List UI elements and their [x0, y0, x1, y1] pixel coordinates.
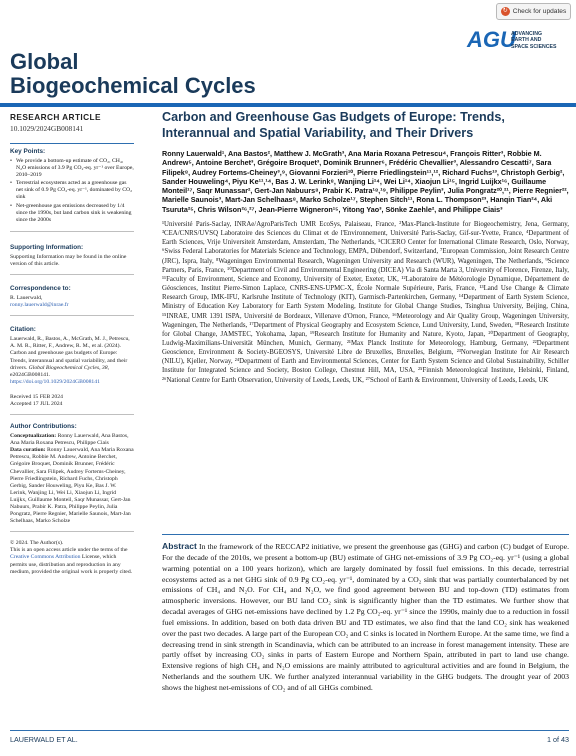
page-number: 1 of 43	[547, 735, 569, 744]
correspondence-heading: Correspondence to:	[10, 285, 71, 293]
author-list: Ronny Lauerwald¹, Ana Bastos², Matthew J. McGrath³, Ana Maria Roxana Petrescu⁴, François Ritter³, Robbie M. Andrew⁵, Antoine Berchet³, Grégoire Broquet³, Dominik Brunner⁶, Frédéric Chevallier³, Alessandro Cescatti⁷, Sara Filipek⁸, Audrey Fortems-Cheiney³,⁹, Giovanni Forzieri¹⁰, Pierre Friedlingstein¹¹,¹², Richard Fuchs¹³, Christoph Gerbig², Sander Houweling⁴, Piyu Ke¹¹,¹⁴, Bas J. W. Lerink⁸, Wanjing Li¹⁴, Wei Li¹⁴, Xiaojun Li¹⁵, Ingrid Luijkx¹⁶, Guillaume Monteil¹⁷, Saqr Munassar², Gert-Jan Nabuurs⁸, Prabir K. Patra¹⁸,¹⁹, Philippe Peylin³, Julia Pongratz²⁰,²¹, Pierre Regnier²², Marielle Saunois³, Mart-Jan Schelhaas⁸, Marko Scholze¹⁷, Stephen Sitch¹¹, Rona L. Thompson²³, Hanqin Tian²⁴, Aki Tsuruta²⁵, Chris Wilson²⁶,²⁷, Jean-Pierre Wigneron¹⁵, Yitong Yao³, Sönke Zaehle², and Philippe Ciais³	[162, 149, 569, 214]
key-point-item: • Net-greenhouse gas emissions decreased by 1/4 since the 1990s, but land carbon sink is weakening since the 2000s	[10, 203, 134, 224]
citation-heading: Citation:	[10, 326, 36, 334]
footer-authors: LAUERWALD ET AL.	[10, 735, 78, 744]
sidebar	[10, 143, 134, 582]
agu-logo-tagline	[511, 31, 556, 50]
citation-body: Lauerwald, R., Bastos, A., McGrath, M. J., Petrescu, A. M. R., Ritter, F., Andrew, R. M., et al. (2024). Carbon and greenhouse gas budgets of Europe: Trends, interannual and spatial variability, and their drivers.	[10, 336, 130, 371]
author-contributions-heading: Author Contributions:	[10, 423, 77, 431]
header-divider	[0, 103, 576, 107]
conceptualization-entry	[10, 433, 134, 447]
license-text	[10, 547, 134, 575]
author-contributions-section	[10, 415, 134, 532]
data-curation-names: Ronny Lauerwald, Ana Maria Roxana Petrescu, Robbie M. Andrew, Antoine Berchet, Grégoire Broquet, Dominik Brunner, Frédéric Chevallier, Sara Filipek, Audrey Fortems-Cheiney, Pierre Friedlingstein, Richard Fuchs, Christoph Gerbig, Sander Houweling, Piyu Ke, Bas J. W. Lerink, Wanjing Li, Wei Li, Xiaojun Li, Ingrid Luijkx, Guillaume Monteil, Saqr Munassar, Gert-Jan Nabuurs, Prabir K. Patra, Philippe Peylin, Julia Pongratz, Pierre Regnier, Marielle Saunois, Mart-Jan Schelhaas, Marko Scholze	[10, 447, 134, 525]
journal-title-line1: Global	[10, 49, 79, 74]
affiliations: ¹Université Paris-Saclay, INRAe/AgroParisTech UMR EcoSys, Palaiseau, France, ²Max-Planck-Institute for Biogeochemistry, Jena, Germany, ³CEA/CNRS/UVSQ Laboratoire des Sciences du Climat et de l'Environnement, Université Paris-Saclay, Gif-sur-Yvette, France, ⁴Department of Earth Sciences, Vrije Universiteit Amsterdam, Amsterdam, The Netherlands, ⁵CICERO Center for International Climate Research, Oslo, Norway, ⁶Swiss Federal Laboratories for Materials Science and Technology, EMPA, Dübendorf, Switzerland, ⁷European Commission, Joint Research Centre (JRC), Ispra, Italy, ⁸Wageningen Environmental Research, Wageningen University and Research (WUR), Wageningen, The Netherlands, ⁹Science Partners, Paris, France, ¹⁰Department of Civil and Environmental Engineering (DICEA) Via di Santa Marta 3, University of Florence, Firenze, Italy, ¹¹Faculty of Environment, Science and Economy, University of Exeter, Exeter, UK, ¹²Laboratoire de Météorologie Dynamique, Département de Géosciences, Institut Pierre-Simon Laplace, CNRS-ENS-UPMC-X, École Normale Supérieure, Paris, France, ¹³Land Use Change & Climate Research Group, IMK-IFU, Karlsruhe Institute of Technology (KIT), Garmisch-Partenkirchen, Germany, ¹⁴Department of Earth System Science, Ministry of Education Key Laboratory for Earth System Modeling, Institute for Global Change Studies, Tsinghua University, Beijing, China, ¹⁵INRAE, UMR 1391 ISPA, Université de Bordeaux, Villenave d'Ornon, France, ¹⁶Meteorology and Air Quality Group, Wageningen University, Wageningen, The Netherlands, ¹⁷Department of Physical Geography and Ecosystem Science, Lund University, Lund, Sweden, ¹⁸Research Institute for Global Change, JAMSTEC, Yokohama, Japan, ¹⁹Research Institute for Humanity and Nature, Kyoto, Japan, ²⁰Department of Geography, Ludwig-Maximilians-Universität München, Munich, Germany, ²¹Max Planck Institute for Meteorology, Hamburg, Germany, ²²Department Geoscience, Environment & Society-BGEOSYS, Université Libre de Bruxelles, Bruxelles, Belgium, ²³Norwegian Institute for Air Research (NILU), Kjeller, Norway, ²⁴Department of Earth and Environmental Sciences, Center for Earth System Science and Global Sustainability, Schiller Institute for Integrated Science and Society, Boston College, Chestnut Hill, MA, USA, ²⁵Finnish Meteorological Institute, Helsinki, Finland, ²⁶National Centre for Earth Observation, University of Leeds, Leeds, UK, ²⁷School of Earth & Environment, University of Leeds, Leeds, UK	[162, 220, 569, 384]
key-points-section	[10, 144, 134, 232]
abstract-divider	[162, 534, 569, 535]
article-title: Carbon and Greenhouse Gas Budgets of Europe: Trends, Interannual and Spatial Variability, and Their Drivers	[162, 110, 505, 140]
accepted-date: Accepted 17 JUL 2024	[10, 400, 63, 407]
abstract-text: In the framework of the RECCAP2 initiative, we present the greenhouse gas (GHG) and carbon (C) budget of Europe. For the decade of the 2010s, we present a bottom-up (BU) estimate of GHG net-emissions of 3.9 Pg CO₂-eq. yr⁻¹ (using a global warming potential on a 100 years horizon), which are largely dominated by fossil fuel emissions. In this decade, terrestrial ecosystems acted as a net GHG sink of 0.9 Pg CO₂-eq. yr⁻¹, dominated by a CO₂ sink that was partially counterbalanced by net emissions of CH₄ and N₂O. For CH₄ and N₂O, we find good agreement between BU and top-down (TD) estimates from atmospheric inversions. However, our BU land CO₂ sink is significantly higher than the TD estimates. We further show that decadal averages of GHG net-emissions have declined by 1.2 Pg CO₂-eq. yr⁻¹ since the 1990s, mainly due to a reduction in fossil fuel emissions. In addition, based on both data driven BU and TD estimates, we also find that the land CO₂ sink has weakened over the past two decades. A large part of the European CO₂ and C sinks is located in Northern Europe. At the same time, we find a decreasing trend in sink strength in Scandinavia, which can be attributed to an increase in forest management intensity. These are partly offset by increasing CO₂ sinks in parts of Eastern Europe and Northern Spain, attributed in part to land use change. Extensive regions of high CH₄ and N₂O emissions are mainly attributed to agricultural activities and are found in Belgium, the Netherlands and the southern UK. We further analyzed interannual variability in the GHG budgets. The drought year of 2003 shows the highest net-emissions of CO₂ and of all GHGs combined.	[162, 542, 570, 692]
article-header	[162, 110, 569, 385]
check-for-updates-label: Check for updates	[512, 8, 567, 15]
agu-tagline-3: SPACE SCIENCES	[511, 43, 557, 50]
conceptualization-names: Ronny Lauerwald, Ana Bastos, Ana Maria Roxana Petrescu, Philippe Ciais	[10, 433, 129, 447]
article-doi: 10.1029/2024GB008141	[10, 124, 84, 133]
correspondence-name: R. Lauerwald,	[10, 295, 43, 302]
article-type: RESEARCH ARTICLE	[10, 112, 101, 122]
data-curation-entry	[10, 447, 134, 525]
correspondence-section	[10, 275, 134, 316]
supporting-info-section	[10, 232, 134, 275]
key-point-item: • We provide a bottom-up estimate of CO₂, CH₄, N₂O emissions of 3.9 Pg CO₂-eq. yr⁻¹ over Europe, 2010–2019	[10, 158, 134, 179]
key-points-list	[10, 158, 134, 224]
journal-title-line2: Biogeochemical Cycles	[10, 73, 256, 98]
citation-text	[10, 336, 134, 386]
conceptualization-label: Conceptualization:	[10, 433, 57, 440]
agu-logo	[467, 28, 567, 58]
agu-tagline-2: EARTH AND	[511, 37, 542, 44]
citation-eid: e2024GB008141.	[10, 371, 51, 378]
received-date: Received 15 FEB 2024	[10, 393, 63, 400]
abstract	[162, 541, 569, 694]
data-curation-label: Data curation:	[10, 447, 46, 454]
citation-journal: Global Biogeochemical Cycles, 38,	[28, 364, 110, 371]
copyright-line: © 2024. The Author(s).	[10, 540, 64, 547]
citation-doi-link[interactable]: https://doi.org/10.1029/2024GB008141	[10, 378, 100, 385]
key-points-heading: Key Points:	[10, 148, 46, 155]
citation-section	[10, 316, 134, 415]
refresh-icon: ↻	[502, 8, 508, 14]
correspondence-email-link[interactable]: ronny.lauerwald@inrae.fr	[10, 302, 69, 309]
license-section	[10, 532, 134, 581]
article-dates	[10, 394, 134, 408]
license-text-pre: This is an open access article under the terms of the	[10, 547, 128, 554]
supporting-info-heading: Supporting Information:	[10, 243, 84, 251]
creative-commons-link[interactable]: Creative Commons Attribution	[10, 554, 81, 561]
supporting-info-text: Supporting Information may be found in the online version of this article.	[10, 253, 127, 267]
agu-tagline-1: ADVANCING	[511, 31, 543, 37]
key-point-item: • Terrestrial ecosystems acted as a greenhouse gas net sink of 0.9 Pg CO₂-eq. yr⁻¹, dominated by CO₂ sink	[10, 180, 134, 201]
page-footer	[10, 730, 569, 744]
abstract-label: Abstract	[162, 541, 197, 551]
journal-title	[10, 50, 256, 98]
check-for-updates-button[interactable]	[496, 3, 571, 20]
agu-logo-mark: AGU	[467, 27, 516, 52]
license-text-post: License, which permits use, distribution and reproduction in any medium, provided the original work is properly cited.	[10, 554, 133, 575]
